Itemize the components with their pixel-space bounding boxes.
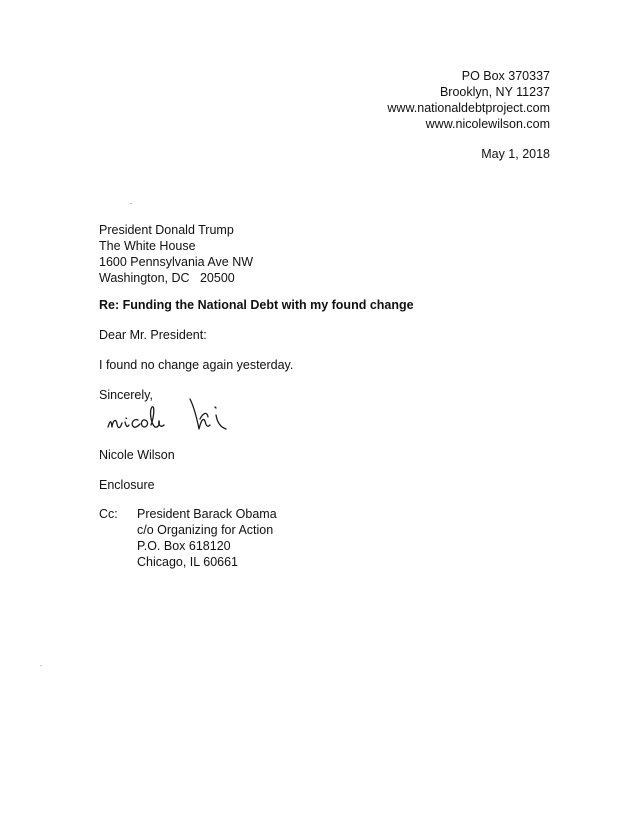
- recipient-name: President Donald Trump: [99, 223, 234, 237]
- scan-speck: [130, 203, 132, 204]
- scan-speck: [40, 665, 42, 666]
- salutation: Dear Mr. President:: [99, 328, 207, 342]
- cc-line-po-box: P.O. Box 618120: [137, 539, 231, 553]
- cc-line-name: President Barack Obama: [137, 507, 277, 521]
- sender-website-1: www.nationaldebtproject.com: [387, 101, 550, 115]
- handwritten-signature: [104, 391, 244, 441]
- closing: Sincerely,: [99, 388, 153, 402]
- cc-line-city: Chicago, IL 60661: [137, 555, 239, 569]
- letter-body: I found no change again yesterday.: [99, 358, 294, 372]
- recipient-city: Washington, DC 20500: [99, 271, 235, 285]
- sender-city: Brooklyn, NY 11237: [439, 85, 550, 99]
- letter-date: May 1, 2018: [481, 147, 550, 161]
- sender-po-box: PO Box 370337: [461, 69, 550, 83]
- recipient-org: The White House: [99, 239, 196, 253]
- signer-name: Nicole Wilson: [99, 448, 175, 462]
- cc-line-org: c/o Organizing for Action: [137, 523, 274, 537]
- sender-website-2: www.nicolewilson.com: [425, 117, 550, 131]
- recipient-street: 1600 Pennsylvania Ave NW: [99, 255, 254, 269]
- cc-label: Cc:: [99, 507, 118, 521]
- subject-line: Re: Funding the National Debt with my found change: [99, 298, 414, 312]
- enclosure-note: Enclosure: [99, 478, 155, 492]
